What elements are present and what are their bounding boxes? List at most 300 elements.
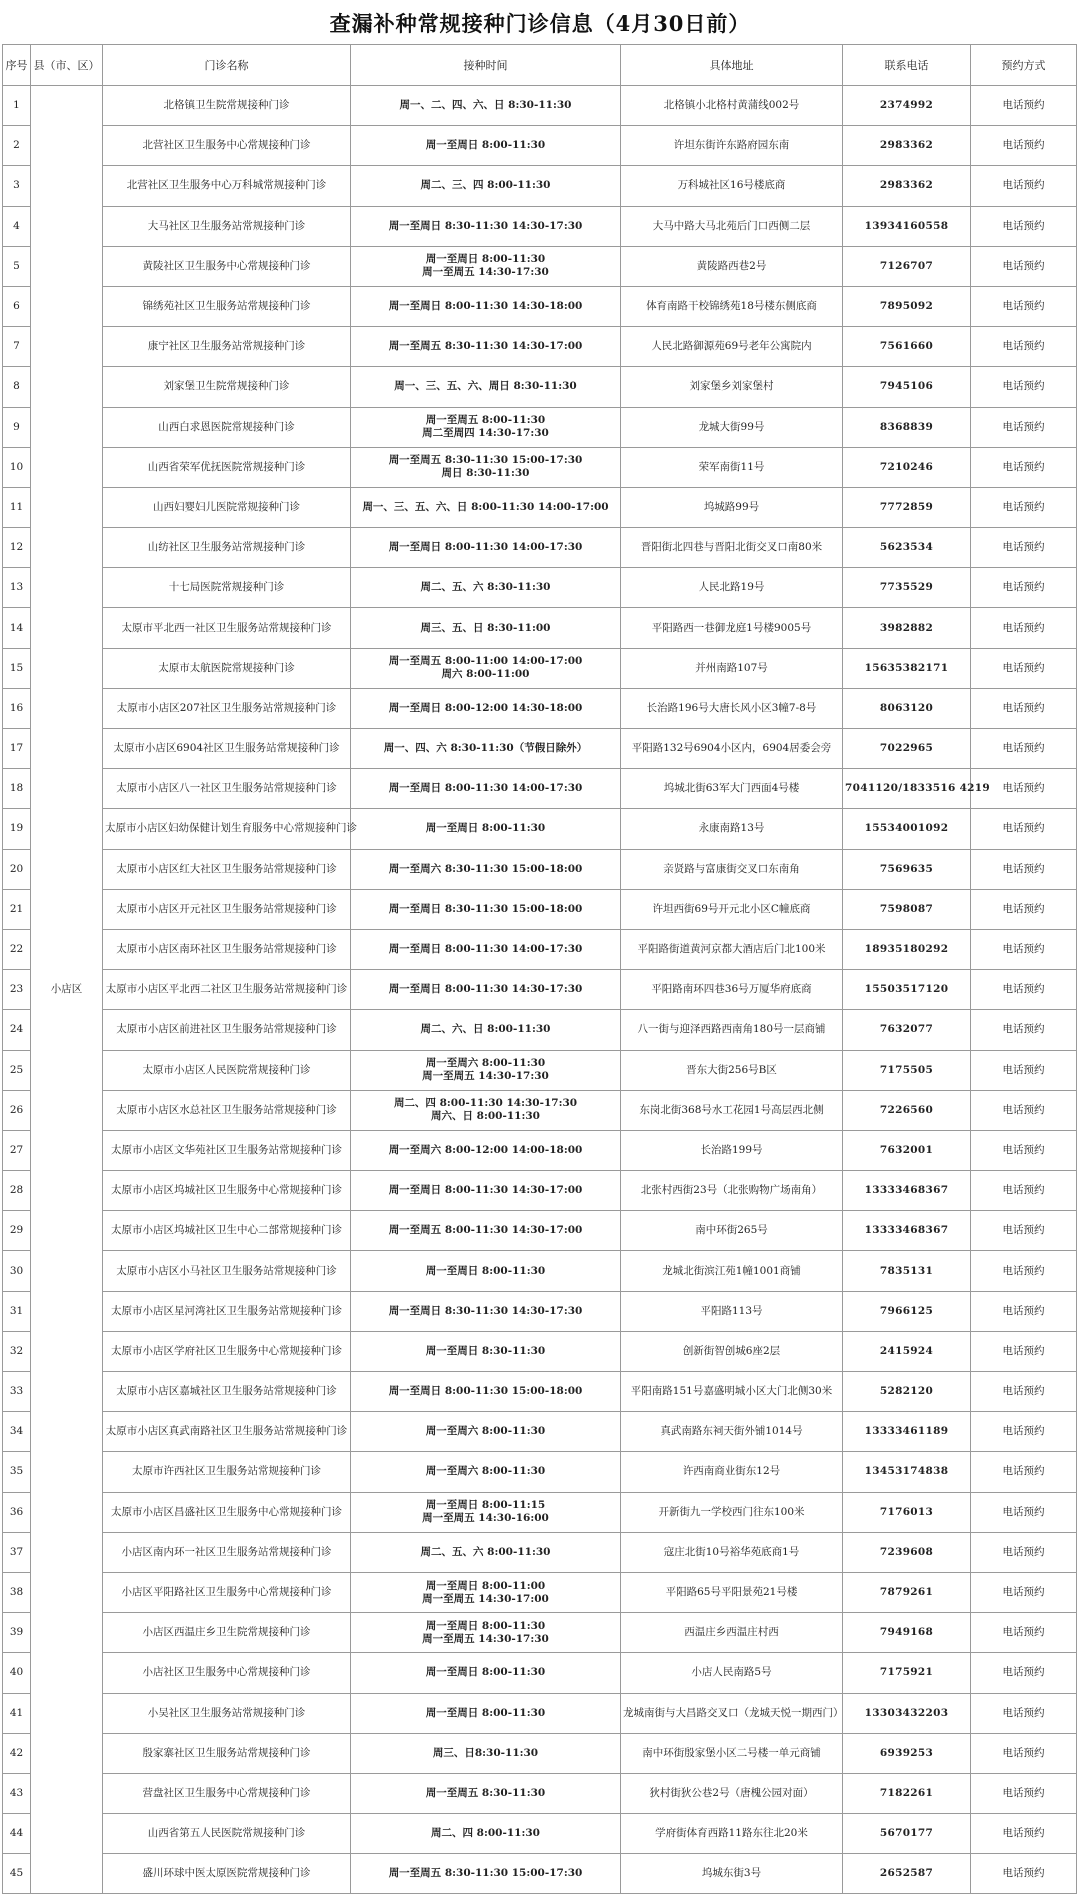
hours-line: 周二、四 8:00-11:30 <box>431 1827 540 1840</box>
phone-cell: 5623534 <box>843 528 971 568</box>
phone-cell: 13333461189 <box>843 1412 971 1452</box>
row-number: 32 <box>3 1331 31 1371</box>
hours-line: 周一至周日 8:00-11:30 14:00-17:30 <box>388 541 583 554</box>
row-number: 23 <box>3 970 31 1010</box>
hours-cell <box>351 367 621 407</box>
address-cell: 人民北路19号 <box>621 568 843 608</box>
table-row <box>3 246 1077 286</box>
table-row <box>3 1814 1077 1854</box>
hours-line: 周一至周五 8:00-11:30 14:30-17:00 <box>388 1224 583 1237</box>
hours-cell <box>351 1010 621 1050</box>
clinic-name: 北格镇卫生院常规接种门诊 <box>103 86 351 126</box>
booking-method: 电话预约 <box>971 126 1077 166</box>
phone-cell: 2415924 <box>843 1331 971 1371</box>
clinic-name: 太原市小店区文华苑社区卫生服务站常规接种门诊 <box>103 1130 351 1170</box>
address-cell: 坞城东街3号 <box>621 1854 843 1894</box>
booking-method: 电话预约 <box>971 1613 1077 1653</box>
clinic-name: 太原市小店区小马社区卫生服务站常规接种门诊 <box>103 1251 351 1291</box>
clinic-name: 小店区西温庄乡卫生院常规接种门诊 <box>103 1613 351 1653</box>
phone-cell: 7176013 <box>843 1492 971 1532</box>
row-number: 45 <box>3 1854 31 1894</box>
booking-method: 电话预约 <box>971 1854 1077 1894</box>
clinic-name: 小店区南内环一社区卫生服务站常规接种门诊 <box>103 1532 351 1572</box>
hours-line: 周一至周日 8:00-11:30 <box>425 822 546 835</box>
district-cell: 小店区 <box>31 86 103 1894</box>
hours-line: 周一至周五 14:30-17:30 <box>422 266 549 279</box>
address-cell: 万科城社区16号楼底商 <box>621 166 843 206</box>
phone-cell: 7182261 <box>843 1773 971 1813</box>
phone-cell: 3982882 <box>843 608 971 648</box>
hours-line: 周一至周五 8:30-11:30 <box>425 1786 546 1799</box>
row-number: 33 <box>3 1372 31 1412</box>
phone-cell: 2983362 <box>843 126 971 166</box>
address-cell: 北格镇小北格村黄蒲线002号 <box>621 86 843 126</box>
clinic-name: 山西妇婴妇儿医院常规接种门诊 <box>103 487 351 527</box>
address-cell: 长治路196号大唐长风小区3幢7-8号 <box>621 688 843 728</box>
row-number: 9 <box>3 407 31 447</box>
address-cell: 刘家堡乡刘家堡村 <box>621 367 843 407</box>
hours-cell <box>351 1693 621 1733</box>
hours-line: 周一、三、五、六、周日 8:30-11:30 <box>394 380 577 393</box>
address-cell: 许坦西街69号开元北小区C幢底商 <box>621 889 843 929</box>
address-cell: 西温庄乡西温庄村西 <box>621 1613 843 1653</box>
hours-line: 周一至周五 14:30-16:00 <box>422 1512 549 1525</box>
table-row <box>3 729 1077 769</box>
phone-cell: 7569635 <box>843 849 971 889</box>
table-row <box>3 970 1077 1010</box>
booking-method: 电话预约 <box>971 1412 1077 1452</box>
hours-line: 周二、四 8:00-11:30 14:30-17:30 <box>393 1097 578 1110</box>
hours-cell <box>351 1854 621 1894</box>
hours-cell <box>351 769 621 809</box>
row-number: 4 <box>3 206 31 246</box>
hours-line: 周一至周日 8:30-11:30 15:00-18:00 <box>388 902 583 915</box>
clinic-name: 太原市小店区前进社区卫生服务站常规接种门诊 <box>103 1010 351 1050</box>
booking-method: 电话预约 <box>971 849 1077 889</box>
hours-line: 周一至周五 14:30-17:30 <box>422 1632 549 1645</box>
booking-method: 电话预约 <box>971 86 1077 126</box>
table-row <box>3 286 1077 326</box>
booking-method: 电话预约 <box>971 1372 1077 1412</box>
table-row <box>3 487 1077 527</box>
row-number: 21 <box>3 889 31 929</box>
booking-method: 电话预约 <box>971 407 1077 447</box>
booking-method: 电话预约 <box>971 648 1077 688</box>
address-cell: 人民北路御源苑69号老年公寓院内 <box>621 327 843 367</box>
hours-line: 周一至周日 8:00-12:00 14:30-18:00 <box>388 701 583 714</box>
table-row <box>3 849 1077 889</box>
clinic-name: 太原市小店区八一社区卫生服务站常规接种门诊 <box>103 769 351 809</box>
phone-cell: 15635382171 <box>843 648 971 688</box>
booking-method: 电话预约 <box>971 729 1077 769</box>
phone-cell: 8063120 <box>843 688 971 728</box>
phone-cell: 7632001 <box>843 1130 971 1170</box>
hours-cell <box>351 126 621 166</box>
address-cell: 龙城南街与大昌路交叉口（龙城天悦一期西门） <box>621 1693 843 1733</box>
clinic-name: 小店区平阳路社区卫生服务中心常规接种门诊 <box>103 1572 351 1612</box>
hours-line: 周一至周日 8:00-11:00 <box>425 1579 546 1592</box>
address-cell: 创新街智创城6座2层 <box>621 1331 843 1371</box>
clinic-name: 太原市小店区真武南路社区卫生服务站常规接种门诊 <box>103 1412 351 1452</box>
booking-method: 电话预约 <box>971 1291 1077 1331</box>
address-cell: 坞城路99号 <box>621 487 843 527</box>
table-row <box>3 1773 1077 1813</box>
clinic-name: 太原市太航医院常规接种门诊 <box>103 648 351 688</box>
hours-cell <box>351 648 621 688</box>
booking-method: 电话预约 <box>971 447 1077 487</box>
address-cell: 长治路199号 <box>621 1130 843 1170</box>
hours-cell <box>351 1613 621 1653</box>
table-row <box>3 407 1077 447</box>
phone-cell: 7835131 <box>843 1251 971 1291</box>
hours-line: 周二、五、六 8:30-11:30 <box>420 581 551 594</box>
hours-cell <box>351 487 621 527</box>
hours-line: 周一至周日 8:00-11:30 14:00-17:30 <box>388 943 583 956</box>
address-cell: 平阳路南环四巷36号万厦华府底商 <box>621 970 843 1010</box>
hours-cell <box>351 1412 621 1452</box>
booking-method: 电话预约 <box>971 970 1077 1010</box>
clinic-name: 小吴社区卫生服务站常规接种门诊 <box>103 1693 351 1733</box>
hours-cell <box>351 1452 621 1492</box>
table-row <box>3 1492 1077 1532</box>
table-row <box>3 648 1077 688</box>
hours-line: 周一至周日 8:30-11:30 <box>425 1344 546 1357</box>
hours-cell <box>351 1532 621 1572</box>
table-row <box>3 327 1077 367</box>
phone-cell: 7735529 <box>843 568 971 608</box>
clinic-name: 北营社区卫生服务中心万科城常规接种门诊 <box>103 166 351 206</box>
header-booking: 预约方式 <box>971 45 1077 86</box>
row-number: 44 <box>3 1814 31 1854</box>
table-row <box>3 1331 1077 1371</box>
booking-method: 电话预约 <box>971 1532 1077 1572</box>
booking-method: 电话预约 <box>971 1171 1077 1211</box>
row-number: 16 <box>3 688 31 728</box>
hours-cell <box>351 1211 621 1251</box>
hours-cell <box>351 1171 621 1211</box>
clinic-name: 刘家堡卫生院常规接种门诊 <box>103 367 351 407</box>
hours-line: 周一至周五 8:30-11:30 14:30-17:00 <box>388 340 583 353</box>
address-cell: 许坦东街许东路府园东南 <box>621 126 843 166</box>
hours-cell <box>351 1814 621 1854</box>
address-cell: 许西南商业街东12号 <box>621 1452 843 1492</box>
phone-cell: 7772859 <box>843 487 971 527</box>
address-cell: 龙城北街滨江苑1幢1001商铺 <box>621 1251 843 1291</box>
address-cell: 寇庄北街10号裕华苑底商1号 <box>621 1532 843 1572</box>
hours-line: 周一至周六 8:30-11:30 15:00-18:00 <box>388 862 583 875</box>
booking-method: 电话预约 <box>971 608 1077 648</box>
hours-line: 周一至周五 14:30-17:00 <box>422 1592 549 1605</box>
phone-cell: 13333468367 <box>843 1171 971 1211</box>
address-cell: 北张村西街23号（北张购物广场南角） <box>621 1171 843 1211</box>
phone-cell: 13934160558 <box>843 206 971 246</box>
row-number: 12 <box>3 528 31 568</box>
table-row <box>3 889 1077 929</box>
clinic-name: 山西省第五人民医院常规接种门诊 <box>103 1814 351 1854</box>
row-number: 43 <box>3 1773 31 1813</box>
hours-cell <box>351 286 621 326</box>
booking-method: 电话预约 <box>971 889 1077 929</box>
hours-cell <box>351 1492 621 1532</box>
table-row <box>3 367 1077 407</box>
hours-line: 周一至周五 8:30-11:30 15:00-17:30 <box>388 1867 583 1880</box>
hours-line: 周一至周日 8:00-11:30 <box>425 1264 546 1277</box>
hours-line: 周一、四、六 8:30-11:30（节假日除外） <box>383 742 588 755</box>
row-number: 35 <box>3 1452 31 1492</box>
phone-cell: 7041120/1833516 4219 <box>843 769 971 809</box>
clinic-name: 太原市小店区妇幼保健计划生育服务中心常规接种门诊 <box>103 809 351 849</box>
address-cell: 龙城大街99号 <box>621 407 843 447</box>
table-row <box>3 1532 1077 1572</box>
booking-method: 电话预约 <box>971 487 1077 527</box>
clinic-name: 太原市小店区207社区卫生服务站常规接种门诊 <box>103 688 351 728</box>
hours-line: 周一至周日 8:00-11:30 <box>425 1666 546 1679</box>
clinic-name: 太原市许西社区卫生服务站常规接种门诊 <box>103 1452 351 1492</box>
row-number: 18 <box>3 769 31 809</box>
clinic-name: 锦绣苑社区卫生服务站常规接种门诊 <box>103 286 351 326</box>
table-row <box>3 1251 1077 1291</box>
address-cell: 学府街体育西路11路东往北20米 <box>621 1814 843 1854</box>
phone-cell: 7175921 <box>843 1653 971 1693</box>
table-row <box>3 1693 1077 1733</box>
row-number: 10 <box>3 447 31 487</box>
table-row <box>3 1452 1077 1492</box>
hours-cell <box>351 166 621 206</box>
booking-method: 电话预约 <box>971 1733 1077 1773</box>
row-number: 27 <box>3 1130 31 1170</box>
table-row <box>3 568 1077 608</box>
table-row <box>3 206 1077 246</box>
clinic-name: 太原市小店区昌盛社区卫生服务中心常规接种门诊 <box>103 1492 351 1532</box>
hours-cell <box>351 1572 621 1612</box>
booking-method: 电话预约 <box>971 528 1077 568</box>
phone-cell: 7022965 <box>843 729 971 769</box>
row-number: 7 <box>3 327 31 367</box>
hours-cell <box>351 447 621 487</box>
hours-cell <box>351 970 621 1010</box>
clinic-name: 大马社区卫生服务站常规接种门诊 <box>103 206 351 246</box>
phone-cell: 7210246 <box>843 447 971 487</box>
clinic-name: 山西省荣军优抚医院常规接种门诊 <box>103 447 351 487</box>
hours-cell <box>351 1733 621 1773</box>
clinic-name: 太原市小店区南环社区卫生服务站常规接种门诊 <box>103 929 351 969</box>
hours-line: 周一至周六 8:00-12:00 14:00-18:00 <box>388 1143 583 1156</box>
hours-line: 周二、三、四 8:00-11:30 <box>420 179 551 192</box>
hours-cell <box>351 206 621 246</box>
table-row <box>3 809 1077 849</box>
hours-cell <box>351 86 621 126</box>
hours-cell <box>351 889 621 929</box>
booking-method: 电话预约 <box>971 246 1077 286</box>
hours-line: 周一至周日 8:00-11:30 <box>425 1619 546 1632</box>
address-cell: 永康南路13号 <box>621 809 843 849</box>
hours-cell <box>351 608 621 648</box>
hours-line: 周一至周日 8:00-11:30 14:30-17:30 <box>388 983 583 996</box>
table-row <box>3 929 1077 969</box>
row-number: 25 <box>3 1050 31 1090</box>
row-number: 41 <box>3 1693 31 1733</box>
hours-cell <box>351 1251 621 1291</box>
phone-cell: 15534001092 <box>843 809 971 849</box>
hours-line: 周日 8:30-11:30 <box>441 467 530 480</box>
table-body <box>3 86 1077 1894</box>
hours-line: 周一至周五 14:30-17:30 <box>422 1070 549 1083</box>
address-cell: 狄村街狄公巷2号（唐槐公园对面） <box>621 1773 843 1813</box>
address-cell: 坞城北街63军大门西面4号楼 <box>621 769 843 809</box>
row-number: 17 <box>3 729 31 769</box>
row-number: 1 <box>3 86 31 126</box>
clinic-name: 山纺社区卫生服务站常规接种门诊 <box>103 528 351 568</box>
hours-line: 周一至周日 8:30-11:30 14:30-17:30 <box>388 219 583 232</box>
row-number: 31 <box>3 1291 31 1331</box>
clinic-name: 太原市小店区平北西二社区卫生服务站常规接种门诊 <box>103 970 351 1010</box>
phone-cell: 7226560 <box>843 1090 971 1130</box>
booking-method: 电话预约 <box>971 1452 1077 1492</box>
booking-method: 电话预约 <box>971 1130 1077 1170</box>
row-number: 36 <box>3 1492 31 1532</box>
table-row <box>3 608 1077 648</box>
row-number: 28 <box>3 1171 31 1211</box>
header-clinic: 门诊名称 <box>103 45 351 86</box>
hours-cell <box>351 1773 621 1813</box>
hours-cell <box>351 246 621 286</box>
phone-cell: 7598087 <box>843 889 971 929</box>
table-row <box>3 1211 1077 1251</box>
phone-cell: 2374992 <box>843 86 971 126</box>
header-row <box>3 45 1077 86</box>
phone-cell: 6939253 <box>843 1733 971 1773</box>
phone-cell: 13333468367 <box>843 1211 971 1251</box>
table-row <box>3 126 1077 166</box>
clinic-name: 太原市小店区开元社区卫生服务站常规接种门诊 <box>103 889 351 929</box>
phone-cell: 13453174838 <box>843 1452 971 1492</box>
clinic-name: 北营社区卫生服务中心常规接种门诊 <box>103 126 351 166</box>
hours-line: 周一至周日 8:00-11:15 <box>425 1499 546 1512</box>
table-row <box>3 1171 1077 1211</box>
hours-line: 周一至周日 8:00-11:30 <box>425 253 546 266</box>
hours-cell <box>351 1653 621 1693</box>
phone-cell: 7561660 <box>843 327 971 367</box>
address-cell: 大马中路大马北苑后门口西侧二层 <box>621 206 843 246</box>
address-cell: 南中环街殷家堡小区二号楼一单元商铺 <box>621 1733 843 1773</box>
table-row <box>3 1653 1077 1693</box>
row-number: 40 <box>3 1653 31 1693</box>
hours-cell <box>351 688 621 728</box>
header-address: 具体地址 <box>621 45 843 86</box>
hours-line: 周一至周六 8:00-11:30 <box>425 1425 546 1438</box>
hours-cell <box>351 729 621 769</box>
booking-method: 电话预约 <box>971 1693 1077 1733</box>
booking-method: 电话预约 <box>971 206 1077 246</box>
phone-cell: 7239608 <box>843 1532 971 1572</box>
address-cell: 平阳路65号平阳景苑21号楼 <box>621 1572 843 1612</box>
booking-method: 电话预约 <box>971 769 1077 809</box>
address-cell: 平阳路街道黄河京都大酒店后门北100米 <box>621 929 843 969</box>
hours-line: 周六、日 8:00-11:30 <box>431 1110 540 1123</box>
table-row <box>3 1090 1077 1130</box>
hours-cell <box>351 1050 621 1090</box>
clinic-name: 盛川环球中医太原医院常规接种门诊 <box>103 1854 351 1894</box>
table-row <box>3 1733 1077 1773</box>
clinic-name: 太原市小店区6904社区卫生服务站常规接种门诊 <box>103 729 351 769</box>
address-cell: 晋阳街北四巷与晋阳北街交叉口南80米 <box>621 528 843 568</box>
row-number: 26 <box>3 1090 31 1130</box>
clinic-table <box>2 44 1077 1894</box>
clinic-name: 太原市小店区嘉城社区卫生服务站常规接种门诊 <box>103 1372 351 1412</box>
booking-method: 电话预约 <box>971 367 1077 407</box>
booking-method: 电话预约 <box>971 1090 1077 1130</box>
row-number: 6 <box>3 286 31 326</box>
hours-cell <box>351 1291 621 1331</box>
clinic-name: 太原市小店区水总社区卫生服务站常规接种门诊 <box>103 1090 351 1130</box>
hours-line: 周二、五、六 8:00-11:30 <box>420 1545 551 1558</box>
hours-line: 周三、五、日 8:30-11:00 <box>420 621 551 634</box>
phone-cell: 7126707 <box>843 246 971 286</box>
hours-line: 周一至周六 8:00-11:30 <box>425 1465 546 1478</box>
phone-cell: 7632077 <box>843 1010 971 1050</box>
table-row <box>3 1412 1077 1452</box>
phone-cell: 5670177 <box>843 1814 971 1854</box>
booking-method: 电话预约 <box>971 1492 1077 1532</box>
row-number: 24 <box>3 1010 31 1050</box>
hours-line: 周一至周五 8:00-11:00 14:00-17:00 <box>388 655 583 668</box>
row-number: 29 <box>3 1211 31 1251</box>
booking-method: 电话预约 <box>971 1572 1077 1612</box>
hours-line: 周一至周日 8:00-11:30 15:00-18:00 <box>388 1385 583 1398</box>
row-number: 42 <box>3 1733 31 1773</box>
hours-line: 周一至周日 8:00-11:30 <box>425 139 546 152</box>
hours-cell <box>351 407 621 447</box>
phone-cell: 15503517120 <box>843 970 971 1010</box>
hours-line: 周三、日8:30-11:30 <box>432 1746 539 1759</box>
hours-line: 周一至周五 8:30-11:30 15:00-17:30 <box>388 454 583 467</box>
row-number: 19 <box>3 809 31 849</box>
hours-cell <box>351 1090 621 1130</box>
table-row <box>3 86 1077 126</box>
hours-line: 周二、六、日 8:00-11:30 <box>420 1023 551 1036</box>
clinic-name: 太原市小店区红大社区卫生服务站常规接种门诊 <box>103 849 351 889</box>
row-number: 39 <box>3 1613 31 1653</box>
hours-line: 周一至周日 8:00-11:30 14:30-18:00 <box>388 300 583 313</box>
hours-line: 周一至周六 8:00-11:30 <box>425 1057 546 1070</box>
hours-line: 周一、二、四、六、日 8:30-11:30 <box>399 99 572 112</box>
hours-line: 周一至周日 8:00-11:30 <box>425 1706 546 1719</box>
booking-method: 电话预约 <box>971 166 1077 206</box>
hours-line: 周一、三、五、六、日 8:00-11:30 14:00-17:00 <box>362 500 609 513</box>
clinic-name: 小店社区卫生服务中心常规接种门诊 <box>103 1653 351 1693</box>
clinic-name: 殷家寨社区卫生服务站常规接种门诊 <box>103 1733 351 1773</box>
row-number: 3 <box>3 166 31 206</box>
booking-method: 电话预约 <box>971 1211 1077 1251</box>
hours-line: 周六 8:00-11:00 <box>441 668 530 681</box>
phone-cell: 7966125 <box>843 1291 971 1331</box>
booking-method: 电话预约 <box>971 1814 1077 1854</box>
table-row <box>3 447 1077 487</box>
address-cell: 八一街与迎泽西路西南角180号一层商铺 <box>621 1010 843 1050</box>
hours-cell <box>351 1130 621 1170</box>
booking-method: 电话预约 <box>971 809 1077 849</box>
clinic-name: 太原市平北西一社区卫生服务站常规接种门诊 <box>103 608 351 648</box>
clinic-name: 太原市小店区坞城社区卫生服务中心常规接种门诊 <box>103 1171 351 1211</box>
phone-cell: 2652587 <box>843 1854 971 1894</box>
table-row <box>3 1010 1077 1050</box>
phone-cell: 18935180292 <box>843 929 971 969</box>
hours-line: 周一至周日 8:00-11:30 14:30-17:00 <box>388 1184 583 1197</box>
phone-cell: 7879261 <box>843 1572 971 1612</box>
clinic-name: 太原市小店区学府社区卫生服务中心常规接种门诊 <box>103 1331 351 1371</box>
booking-method: 电话预约 <box>971 688 1077 728</box>
hours-cell <box>351 528 621 568</box>
